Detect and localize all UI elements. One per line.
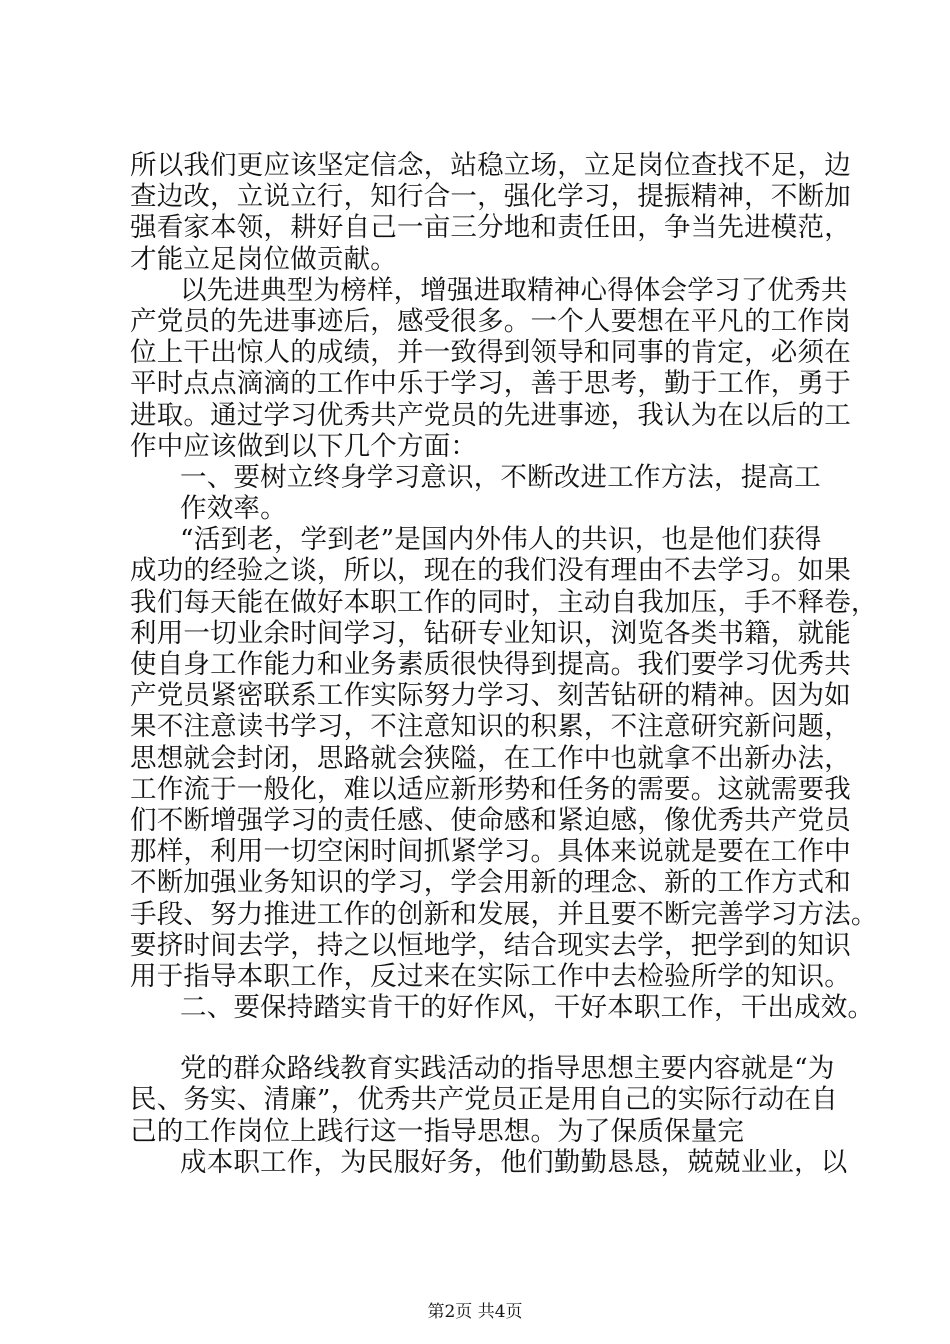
text-line: 位上干出惊人的成绩，并一致得到领导和同事的肯定，必须在	[130, 337, 851, 369]
text-line: 使自身工作能力和业务素质很快得到提高。我们要学习优秀共	[130, 649, 851, 680]
text-line: 作中应该做到以下几个方面：	[130, 430, 478, 462]
text-line: 我们每天能在做好本职工作的同时，主动自我加压，手不释卷，	[130, 586, 878, 618]
text-line: 利用一切业余时间学习，钻研专业知识，浏览各类书籍，就能	[130, 617, 851, 649]
text-line: 产党员的先进事迹后，感受很多。一个人要想在平凡的工作岗	[130, 305, 851, 337]
text-line: 那样，利用一切空闲时间抓紧学习。具体来说就是要在工作中	[130, 836, 851, 868]
text-line: 强看家本领，耕好自己一亩三分地和责任田，争当先进模范，	[130, 212, 851, 244]
page-footer	[0, 1302, 950, 1322]
text-line: 成本职工作，为民服好务，他们勤勤恳恳，兢兢业业，以	[180, 1146, 848, 1178]
text-line: 手段、努力推进工作的创新和发展，并且要不断完善学习方法。	[130, 898, 878, 930]
text-line: 平时点点滴滴的工作中乐于学习，善于思考，勤于工作，勇于	[130, 368, 851, 400]
paragraph-gap	[130, 1023, 830, 1053]
text-line: 所以我们更应该坚定信念，站稳立场，立足岗位查找不足，边	[130, 150, 851, 181]
text-line: 才能立足岗位做贡献。	[130, 243, 397, 275]
section-heading: 二、要保持踏实肯干的好作风，干好本职工作，干出成效。	[180, 992, 875, 1024]
text-line: “活到老，学到老”是国内外伟人的共识，也是他们获得	[180, 524, 822, 556]
text-line: 们不断增强学习的责任感、使命感和紧迫感，像优秀共产党员	[130, 804, 851, 836]
page-number-label: 第2页 共4页	[427, 1302, 523, 1322]
text-line: 己的工作岗位上践行这一指导思想。为了保质保量完	[130, 1115, 745, 1147]
text-line: 民、务实、清廉”，优秀共产党员正是用自己的实际行动在自	[130, 1084, 838, 1116]
section-heading: 作效率。	[180, 493, 287, 525]
text-line: 党的群众路线教育实践活动的指导思想主要内容就是“为	[180, 1053, 835, 1085]
text-line: 果不注意读书学习，不注意知识的积累，不注意研究新问题，	[130, 711, 851, 743]
text-line: 工作流于一般化，难以适应新形势和任务的需要。这就需要我	[130, 773, 851, 805]
document-body	[130, 150, 878, 1178]
text-line: 要挤时间去学，持之以恒地学，结合现实去学，把学到的知识	[130, 929, 851, 961]
text-line: 以先进典型为榜样，增强进取精神心得体会学习了优秀共	[180, 274, 848, 306]
text-line: 思想就会封闭，思路就会狭隘，在工作中也就拿不出新办法，	[130, 742, 851, 774]
text-line: 查边改，立说立行，知行合一，强化学习，提振精神，不断加	[130, 181, 851, 213]
text-line: 用于指导本职工作，反过来在实际工作中去检验所学的知识。	[130, 960, 851, 992]
text-line: 进取。通过学习优秀共产党员的先进事迹，我认为在以后的工	[130, 399, 851, 431]
section-heading: 一、要树立终身学习意识，不断改进工作方法，提高工	[180, 461, 821, 493]
text-line: 不断加强业务知识的学习，学会用新的理念、新的工作方式和	[130, 867, 851, 899]
text-line: 产党员紧密联系工作实际努力学习、刻苦钻研的精神。因为如	[130, 680, 851, 712]
text-line: 成功的经验之谈，所以，现在的我们没有理由不去学习。如果	[130, 555, 851, 587]
